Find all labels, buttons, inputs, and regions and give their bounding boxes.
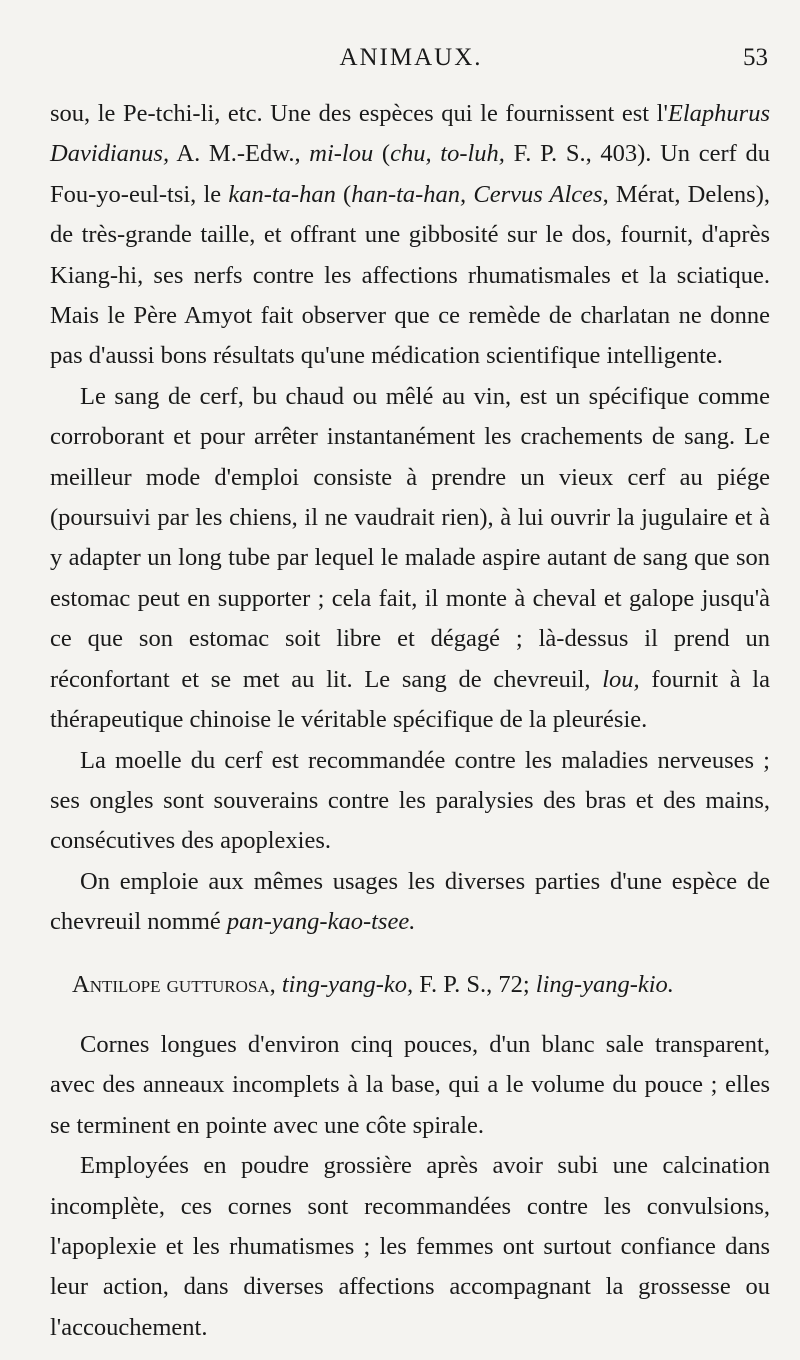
text-run: On emploie aux mêmes usages les diverses parties d'une espèce de chevreuil nommé xyxy=(50,867,770,936)
italic-run: han-ta-han, Cervus Alces xyxy=(351,180,603,208)
text-run: ( xyxy=(335,180,352,208)
paragraph-chevreuil xyxy=(50,862,770,943)
text-run: A. M.-Edw., xyxy=(169,140,310,168)
paragraph-emploi-cornes: Employées en poudre grossière après avoir subi une calcination incomplète, ces cornes sont recommandées contre les convulsions, l'apoplexie et les rhumatismes ; les femmes ont surtout confiance dans leur action, dans diverses affections accompagnant la grossesse ou l'accouchement. xyxy=(50,1152,770,1341)
entry-species-name: Antilope gutturosa, xyxy=(72,970,276,998)
text-run: F. P. S., 72; xyxy=(413,970,536,998)
page-number: 53 xyxy=(743,44,768,71)
text-run: sou, le Pe-tchi-li, etc. Une des espèces qui le fournissent est l' xyxy=(50,100,668,127)
paragraph-cerf-species xyxy=(50,94,770,377)
running-head: ANIMAUX. xyxy=(339,44,483,71)
paragraph-cornes: Cornes longues d'environ cinq pouces, d'un blanc sale transparent, avec des anneaux incomplets à la base, qui a le volume du pouce ; elles se terminent en pointe avec une côte spirale. xyxy=(50,1030,770,1139)
italic-run: pan-yang-kao-tsee. xyxy=(226,908,416,936)
paragraph-sang-de-cerf xyxy=(50,377,770,741)
text-run: fournit à la thérapeutique chinoise le véritable spécifique de la pleurésie. xyxy=(50,665,770,734)
italic-run: ling-yang-kio. xyxy=(535,970,674,998)
text-run: Le sang de cerf, bu chaud ou mêlé au vin, est un spécifique comme corroborant et pour arrêter instantanément les crachements de sang. Le meilleur mode d'emploi consiste à prendre un vieux cerf au piége (poursuivi par les chiens, il ne vaudrait rien), à lui ouvrir la jugulaire et à y adapter un long tube par lequel le malade aspire autant de sang que son estomac peut en supporter ; cela fait, il monte à cheval et galope jusqu'à ce que son estomac soit libre et dégagé ; là-dessus il prend un réconfortant et se met au lit. Le sang de chevreuil, xyxy=(50,382,770,693)
italic-run: mi-lou xyxy=(309,140,374,168)
text-run: ( xyxy=(373,140,391,168)
text-run: , Mérat, Delens), de très-grande taille, et offrant une gibbosité sur le dos, fournit, d'après Kiang-hi, ses nerfs contre les affections rhumatismales et la sciatique. Mais le Père Amyot fait observer que ce remède de charlatan ne donne pas d'aussi bons résultats qu'une médication scientifique intelligente. xyxy=(50,180,770,370)
paragraph-moelle-du-cerf: La moelle du cerf est recommandée contre les maladies nerveuses ; ses ongles sont souverains contre les paralysies des bras et des mains, consécutives des apoplexies. xyxy=(50,746,770,855)
italic-run: lou, xyxy=(602,665,640,693)
entry-heading-antilope xyxy=(50,965,770,1005)
italic-run: chu, to-luh, xyxy=(390,140,505,168)
italic-run: Elaphurus Davidianus, xyxy=(50,100,770,168)
page-header xyxy=(50,44,772,84)
text-run: F. P. S., 403). Un cerf du Fou-yo-eul-tsi, le xyxy=(50,140,770,208)
body-text xyxy=(50,94,770,1348)
italic-run: kan-ta-han xyxy=(228,180,336,208)
italic-run: ting-yang-ko, xyxy=(281,970,414,998)
